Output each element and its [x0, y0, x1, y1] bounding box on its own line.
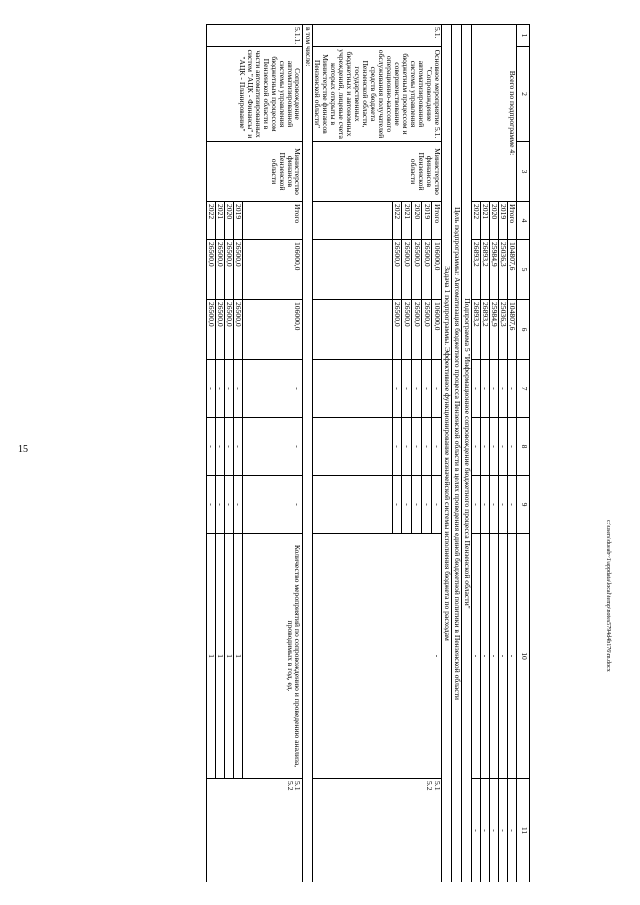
value-cell: -: [472, 476, 481, 534]
year-cell: 2022: [207, 202, 216, 240]
value-cell: -: [216, 476, 225, 534]
value-cell: -: [402, 418, 412, 476]
table-rotator: [90, 24, 530, 882]
value-cell: -: [508, 534, 517, 779]
value-cell: 104807,6: [508, 240, 517, 300]
value-cell: -: [207, 418, 216, 476]
value-cell: 26500,0: [412, 300, 422, 360]
header-cell: 10: [517, 534, 530, 779]
value-cell: 26500,0: [225, 300, 234, 360]
rotated-table-area: [90, 24, 530, 882]
activity-name: Основное мероприятие 5.1. "Сопровождение автоматизированной системы управления бюджетным процессом и совершенствование операционно-кассового обслуживания получателей средств бюджета Пензенской области, государственных бюджетных и автономных учреждений, лицевые счета которых открыты в Министерстве финансов Пензенской области": [313, 47, 442, 142]
table-row: [243, 25, 303, 883]
value-cell: -: [225, 418, 234, 476]
value-cell: -: [243, 476, 303, 534]
value-cell: 25984,9: [490, 240, 499, 300]
value-cell: 26500,0: [234, 240, 243, 300]
indicator-value: 1: [207, 534, 216, 779]
year-cell: 2019: [422, 202, 432, 240]
file-path-footer: c:\users\dueab~1\appdata\local\temp\notes5794d4b176\m.docx: [605, 520, 611, 672]
value-cell: -: [508, 779, 517, 883]
value-cell: -: [508, 360, 517, 418]
value-cell: -: [234, 418, 243, 476]
value-cell: -: [412, 360, 422, 418]
value-cell: -: [422, 476, 432, 534]
header-cell: 4: [517, 202, 530, 240]
subprogram-title-row: [462, 25, 472, 883]
header-cell: 1: [517, 25, 530, 47]
page-number: 15: [18, 444, 28, 455]
header-cell: 9: [517, 476, 530, 534]
header-cell: 6: [517, 300, 530, 360]
goal-row: [452, 25, 462, 883]
budget-table: [207, 24, 531, 882]
value-cell: -: [508, 418, 517, 476]
value-cell: -: [481, 418, 490, 476]
value-cell: -: [234, 476, 243, 534]
indicator-value: 1: [216, 534, 225, 779]
value-cell: -: [402, 476, 412, 534]
header-cell: 11: [517, 779, 530, 883]
value-cell: -: [499, 418, 508, 476]
value-cell: -: [392, 360, 402, 418]
value-cell: -: [432, 418, 442, 476]
value-cell: 26500,0: [422, 240, 432, 300]
value-cell: -: [499, 360, 508, 418]
value-cell: 26500,0: [402, 300, 412, 360]
empty-cell: [313, 360, 392, 418]
value-cell: -: [490, 476, 499, 534]
value-cell: -: [499, 534, 508, 779]
year-cell: 2020: [412, 202, 422, 240]
codes-cell: 5.1 5.2: [313, 779, 442, 883]
indicator-cell: -: [313, 534, 442, 779]
value-cell: -: [481, 476, 490, 534]
value-cell: -: [422, 418, 432, 476]
value-cell: 26893,2: [481, 300, 490, 360]
value-cell: 26893,2: [472, 300, 481, 360]
value-cell: 26500,0: [402, 240, 412, 300]
value-cell: 106000,0: [432, 300, 442, 360]
value-cell: -: [392, 418, 402, 476]
value-cell: -: [472, 779, 481, 883]
value-cell: -: [490, 534, 499, 779]
value-cell: -: [207, 360, 216, 418]
value-cell: -: [412, 418, 422, 476]
value-cell: 26500,0: [225, 240, 234, 300]
value-cell: -: [490, 360, 499, 418]
value-cell: 26500,0: [392, 240, 402, 300]
value-cell: 26893,2: [472, 240, 481, 300]
value-cell: -: [234, 360, 243, 418]
value-cell: -: [499, 779, 508, 883]
value-cell: 26893,2: [481, 240, 490, 300]
value-cell: -: [243, 418, 303, 476]
in-that-number-row: [303, 25, 313, 883]
value-cell: 26500,0: [216, 240, 225, 300]
year-cell: 2020: [225, 202, 234, 240]
value-cell: -: [412, 476, 422, 534]
header-cell: 2: [517, 47, 530, 142]
value-cell: -: [490, 779, 499, 883]
value-cell: -: [392, 476, 402, 534]
value-cell: 104807,6: [508, 300, 517, 360]
value-cell: 26500,0: [392, 300, 402, 360]
row-number: 5.1.1.: [207, 25, 303, 47]
empty-cell: [313, 418, 392, 476]
value-cell: 25036,3: [499, 300, 508, 360]
value-cell: -: [225, 360, 234, 418]
total-row: [508, 25, 517, 883]
year-cell: Итого: [243, 202, 303, 240]
empty-cell: [313, 202, 392, 240]
year-cell: 2022: [472, 202, 481, 240]
in-that-number: в том числе:: [303, 25, 313, 883]
value-cell: -: [472, 360, 481, 418]
value-cell: 26500,0: [216, 300, 225, 360]
subprogram-goal: Цель подпрограммы: Автоматизация бюджетного процесса Пензенской области в целях проведения единой бюджетной политики в Пензенской области: [452, 25, 462, 883]
indicator-cell: Количество мероприятий по сопровождению и проведению анализа, проводимых в год, ед.: [243, 534, 303, 779]
year-cell: Итого: [508, 202, 517, 240]
task-row: [442, 25, 452, 883]
value-cell: -: [472, 534, 481, 779]
indicator-value: 1: [225, 534, 234, 779]
header-row: [517, 25, 530, 883]
value-cell: -: [432, 476, 442, 534]
value-cell: -: [490, 418, 499, 476]
year-cell: 2019: [499, 202, 508, 240]
value-cell: 106000,0: [432, 240, 442, 300]
value-cell: -: [243, 360, 303, 418]
year-cell: Итого: [432, 202, 442, 240]
value-cell: 26500,0: [422, 300, 432, 360]
table-row: [432, 25, 442, 883]
value-cell: -: [508, 476, 517, 534]
codes-cell: 5.1 5.2: [207, 779, 303, 883]
header-cell: 3: [517, 142, 530, 202]
value-cell: 106000,0: [243, 300, 303, 360]
value-cell: -: [207, 476, 216, 534]
indicator-value: 1: [234, 534, 243, 779]
year-cell: 2021: [481, 202, 490, 240]
value-cell: -: [472, 418, 481, 476]
subprogram-title: Подпрограмма 5 "Информационное сопровождение бюджетного процесса Пензенской области": [462, 25, 472, 883]
value-cell: 26500,0: [234, 300, 243, 360]
value-cell: -: [481, 360, 490, 418]
value-cell: -: [402, 360, 412, 418]
value-cell: -: [216, 418, 225, 476]
header-cell: 8: [517, 418, 530, 476]
value-cell: -: [225, 476, 234, 534]
executor: Министерство финансов Пензенской области: [207, 142, 303, 202]
value-cell: -: [499, 476, 508, 534]
value-cell: 26500,0: [207, 240, 216, 300]
value-cell: 26500,0: [207, 300, 216, 360]
value-cell: -: [432, 360, 442, 418]
value-cell: -: [481, 779, 490, 883]
year-cell: 2019: [234, 202, 243, 240]
value-cell: -: [216, 360, 225, 418]
value-cell: 26500,0: [412, 240, 422, 300]
subprogram-task: Задача 1 подпрограммы. Эффективное функционирование казначейской системы исполнения бюджета по расходам: [442, 25, 452, 883]
value-cell: 25984,9: [490, 300, 499, 360]
activity-name: Сопровождение автоматизированной системы управления бюджетным процессом Пензенской области в части автоматизированных систем "АЦК - Финансы" и "АЦК - Планирование": [207, 47, 303, 142]
header-cell: 5: [517, 240, 530, 300]
value-cell: 106000,0: [243, 240, 303, 300]
empty-cell: [313, 476, 392, 534]
empty-cell: [313, 300, 392, 360]
empty-cell: [313, 240, 392, 300]
year-cell: 2021: [402, 202, 412, 240]
year-cell: 2022: [392, 202, 402, 240]
year-cell: 2021: [216, 202, 225, 240]
year-cell: 2020: [490, 202, 499, 240]
row-number: 5.1.: [313, 25, 442, 47]
value-cell: -: [422, 360, 432, 418]
header-cell: 7: [517, 360, 530, 418]
value-cell: -: [481, 534, 490, 779]
executor: Министерство финансов Пензенской области: [313, 142, 442, 202]
total-label: Всего по подпрограмме 4:: [472, 25, 517, 202]
value-cell: 25036,3: [499, 240, 508, 300]
